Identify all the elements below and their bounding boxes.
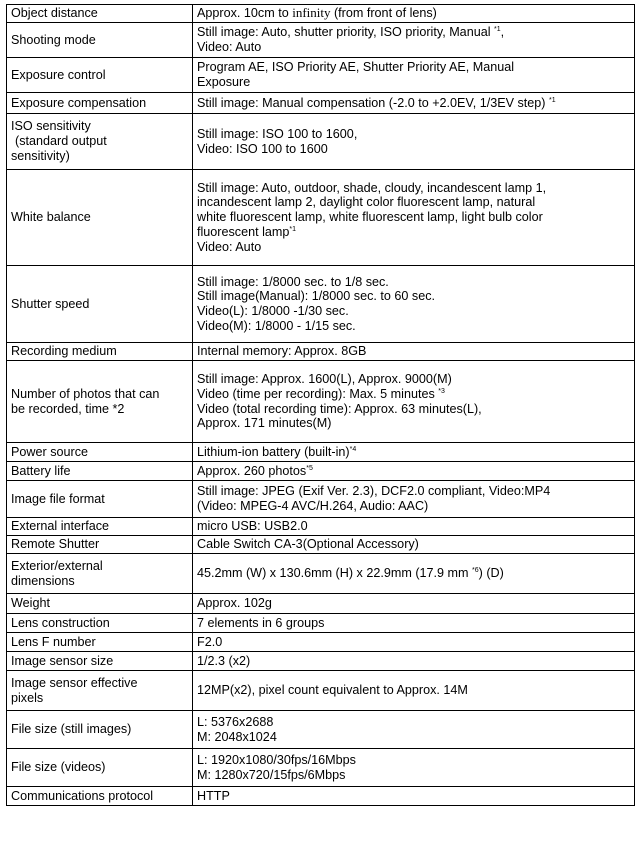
- table-row: [7, 711, 635, 749]
- footnote-marker: *6: [472, 567, 479, 575]
- spec-table: [6, 4, 635, 806]
- table-row: [7, 58, 635, 93]
- spec-value: Still image: Manual compensation (-2.0 to +2.0EV, 1/3EV step) $^{*1}$: [193, 93, 635, 114]
- spec-label: Exposure compensation: [7, 93, 193, 114]
- spec-value: Cable Switch CA-3(Optional Accessory): [193, 536, 635, 554]
- spec-label: Image file format: [7, 481, 193, 518]
- spec-label: Power source: [7, 443, 193, 462]
- table-row: [7, 343, 635, 361]
- spec-label: Exterior/external dimensions: [7, 554, 193, 594]
- spec-value: F2.0: [193, 633, 635, 652]
- spec-label: Object distance: [7, 5, 193, 23]
- table-row: [7, 671, 635, 711]
- spec-value: Lithium-ion battery (built-in)$^{*4}$: [193, 443, 635, 462]
- footnote-marker: *1: [549, 96, 556, 104]
- spec-value: micro USB: USB2.0: [193, 518, 635, 536]
- spec-value: Internal memory: Approx. 8GB: [193, 343, 635, 361]
- spec-value: HTTP: [193, 787, 635, 806]
- table-row: [7, 114, 635, 170]
- table-row: [7, 554, 635, 594]
- spec-value: Still image: Auto, outdoor, shade, cloudy, incandescent lamp 1, incandescent lamp 2, daylight color fluorescent lamp, natural white fluorescent lamp, white fluorescent lamp, light bulb color fluorescent lamp$^{*1}$ Video: Auto: [193, 170, 635, 266]
- spec-value: Program AE, ISO Priority AE, Shutter Priority AE, Manual Exposure: [193, 58, 635, 93]
- spec-value: L: 5376x2688 M: 2048x1024: [193, 711, 635, 749]
- spec-label: Shutter speed: [7, 266, 193, 343]
- table-row: [7, 787, 635, 806]
- table-row: [7, 266, 635, 343]
- spec-label: ISO sensitivity (standard output sensitivity): [7, 114, 193, 170]
- spec-value: L: 1920x1080/30fps/16Mbps M: 1280x720/15fps/6Mbps: [193, 749, 635, 787]
- table-row: [7, 749, 635, 787]
- table-row: [7, 443, 635, 462]
- table-row: [7, 518, 635, 536]
- table-row: [7, 594, 635, 614]
- footnote-marker: *4: [349, 445, 357, 453]
- spec-value: 7 elements in 6 groups: [193, 614, 635, 633]
- footnote-marker: *3: [438, 387, 445, 395]
- spec-value: Approx. 260 photos$^{*5}$: [193, 462, 635, 481]
- spec-value: 12MP(x2), pixel count equivalent to Approx. 14M: [193, 671, 635, 711]
- spec-value: Still image: ISO 100 to 1600, Video: ISO 100 to 1600: [193, 114, 635, 170]
- footnote-marker: *5: [306, 464, 313, 472]
- table-row: [7, 652, 635, 671]
- spec-value: 1/2.3 (x2): [193, 652, 635, 671]
- spec-value: Still image: JPEG (Exif Ver. 2.3), DCF2.0 compliant, Video:MP4 (Video: MPEG-4 AVC/H.264, Audio: AAC): [193, 481, 635, 518]
- table-row: [7, 93, 635, 114]
- spec-label: External interface: [7, 518, 193, 536]
- table-row: [7, 614, 635, 633]
- spec-value: Approx. 10cm to infinity (from front of lens): [193, 5, 635, 23]
- spec-label: Remote Shutter: [7, 536, 193, 554]
- spec-value: Approx. 102g: [193, 594, 635, 614]
- table-row: [7, 170, 635, 266]
- table-row: [7, 536, 635, 554]
- footnote-marker: *1: [289, 225, 297, 233]
- spec-label: White balance: [7, 170, 193, 266]
- table-row: [7, 633, 635, 652]
- table-row: [7, 5, 635, 23]
- spec-label: Shooting mode: [7, 23, 193, 58]
- spec-value: Still image: Auto, shutter priority, ISO priority, Manual $^{*1}$, Video: Auto: [193, 23, 635, 58]
- footnote-marker: *1: [494, 26, 501, 34]
- table-row: [7, 481, 635, 518]
- spec-label: Number of photos that can be recorded, time *2: [7, 361, 193, 443]
- spec-value: 45.2mm (W) x 130.6mm (H) x 22.9mm (17.9 mm $^{*6}$) (D): [193, 554, 635, 594]
- table-row: [7, 462, 635, 481]
- spec-value: Still image: 1/8000 sec. to 1/8 sec. Still image(Manual): 1/8000 sec. to 60 sec. Video(L): 1/8000 -1/30 sec. Video(M): 1/8000 - 1/15 sec.: [193, 266, 635, 343]
- spec-label: Exposure control: [7, 58, 193, 93]
- spec-label: Lens construction: [7, 614, 193, 633]
- spec-label: Lens F number: [7, 633, 193, 652]
- table-row: [7, 361, 635, 443]
- spec-label: Communications protocol: [7, 787, 193, 806]
- spec-label: Recording medium: [7, 343, 193, 361]
- spec-label: Image sensor effective pixels: [7, 671, 193, 711]
- spec-label: File size (videos): [7, 749, 193, 787]
- spec-label: Battery life: [7, 462, 193, 481]
- spec-label: Image sensor size: [7, 652, 193, 671]
- table-row: [7, 23, 635, 58]
- spec-value: Still image: Approx. 1600(L), Approx. 9000(M) Video (time per recording): Max. 5 minutes $^{*3}$ Video (total recording time): Approx. 63 minutes(L), Approx. 171 minutes(M): [193, 361, 635, 443]
- spec-label: Weight: [7, 594, 193, 614]
- spec-label: File size (still images): [7, 711, 193, 749]
